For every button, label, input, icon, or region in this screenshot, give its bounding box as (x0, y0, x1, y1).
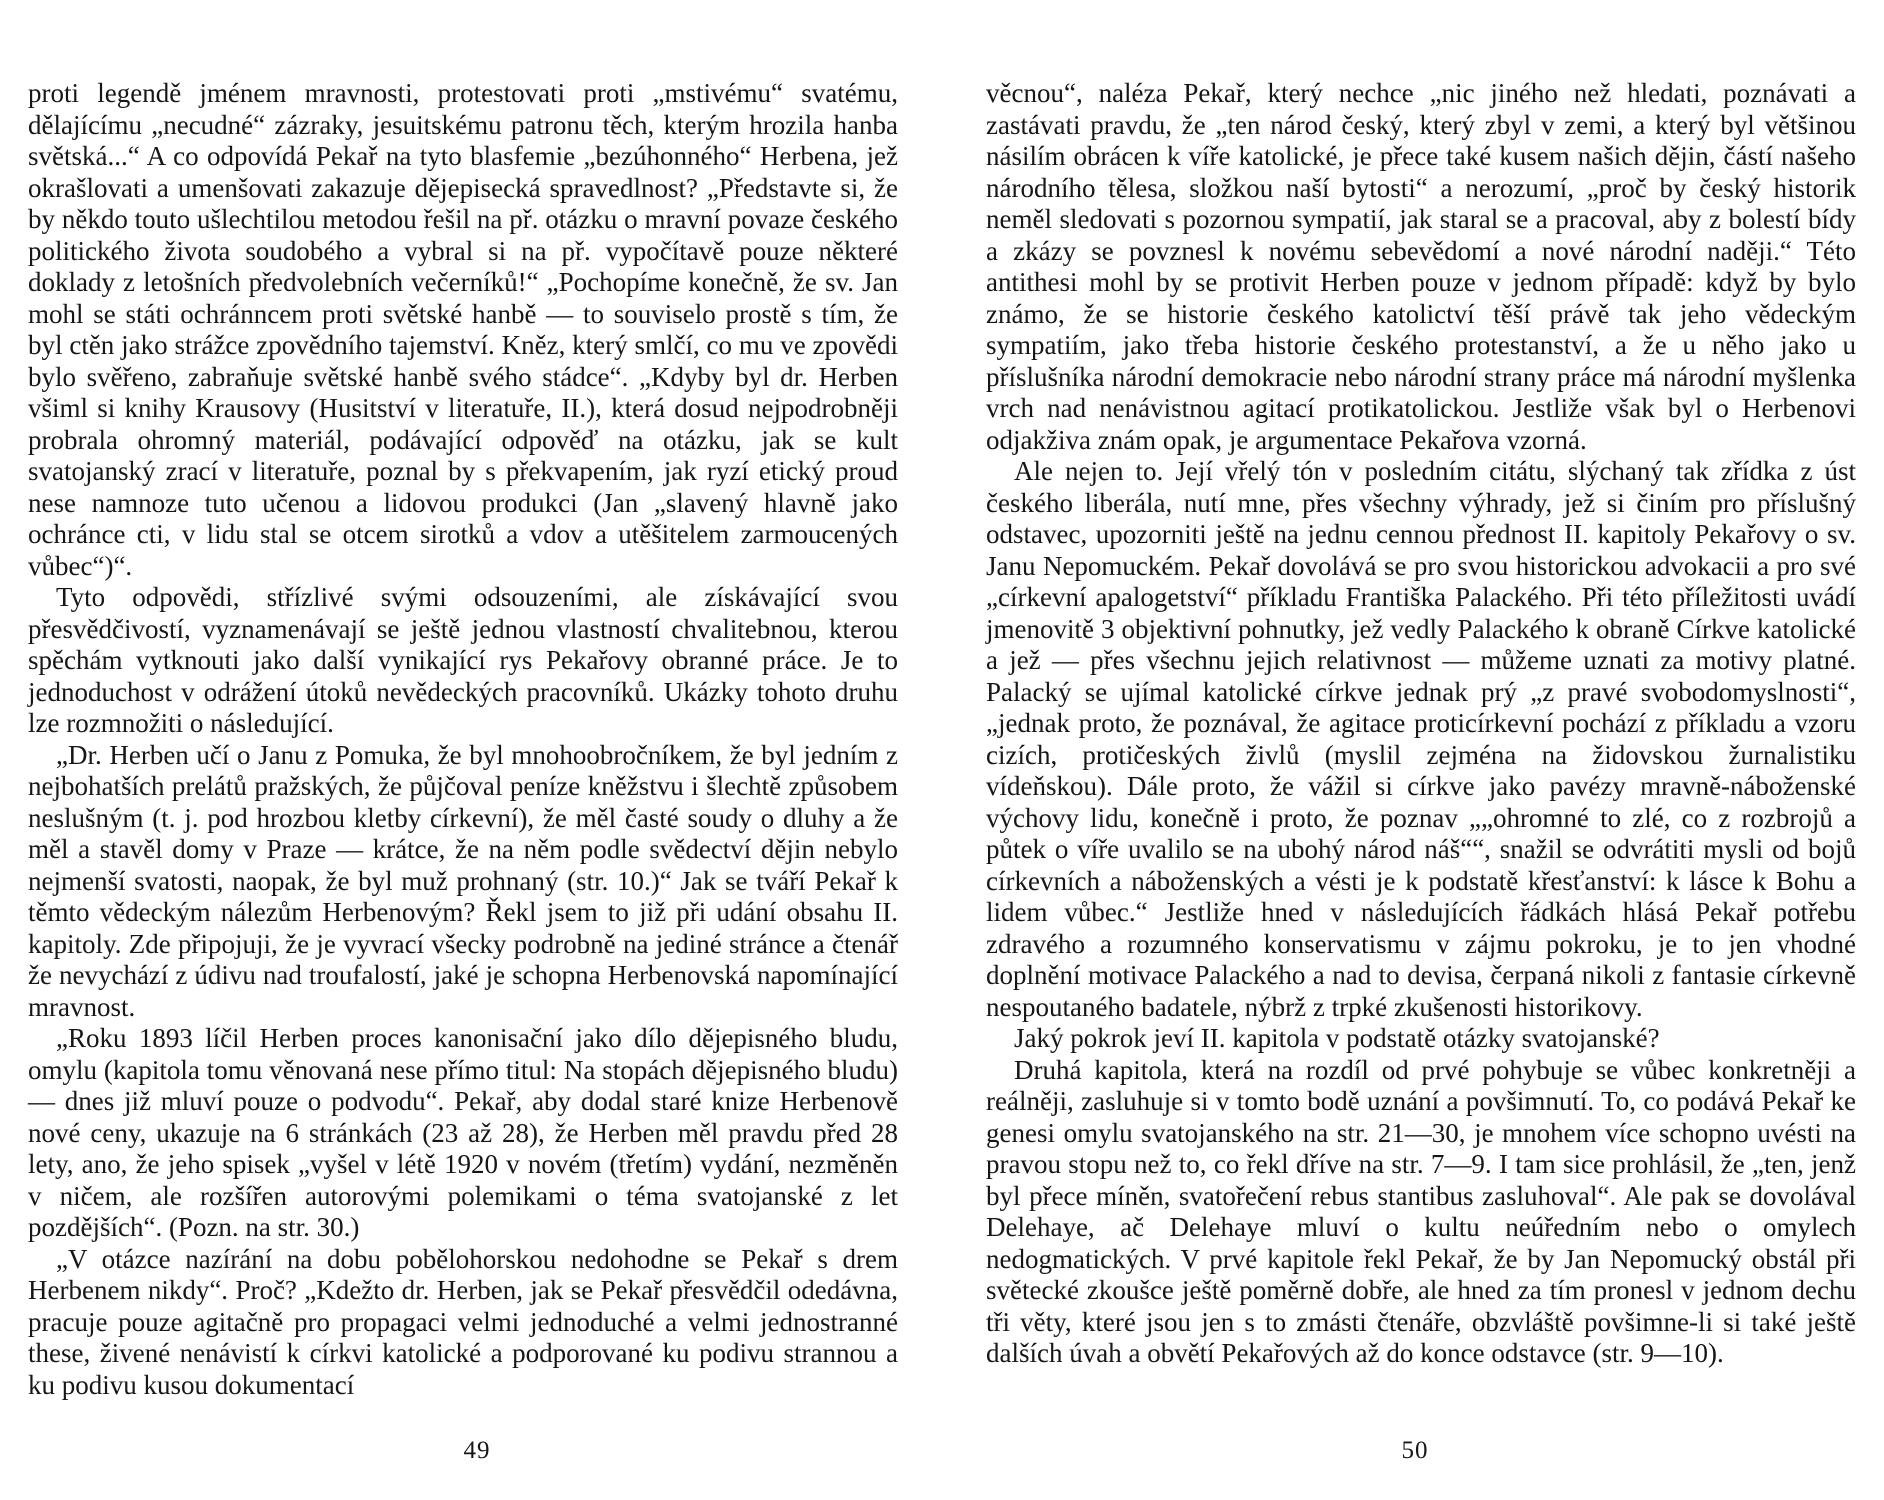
paragraph: věcnou“, naléza Pekař, který nechce „nic jiného než hledati, poznávati a zastávati pravdu, že „ten národ český, který zbyl v zemi, a který byl většinou násilím obrácen k víře katolické, je přece také kusem našich dějin, částí našeho národního tělesa, složkou naší bytosti“ a nerozumí, „proč by český historik neměl sledovati s pozornou sympatií, jak staral se a pracoval, aby z bolestí bídy a zkázy se povznesl k novému sebevědomí a nové národní naději.“ Této antithesi mohl by se protivit Herben pouze v jednom případě: když by bylo známo, že se historie českého katolictví těší právě tak jeho vědeckým sympatiím, jako třeba historie českého protestanství, a že u něho jako u příslušníka národní demokracie nebo národní strany práce má národní myšlenka vrch nad nenávistnou agitací protikatolickou. Jestliže však byl o Herbenovi odjakživa znám opak, je argumentace Pekařova vzorná. (986, 78, 1856, 455)
paragraph: „Dr. Herben učí o Janu z Pomuka, že byl mnohoobročníkem, že byl jedním z nejbohatších prelátů pražských, že půjčoval peníze kněžstvu i šlechtě způsobem neslušným (t. j. pod hrozbou kletby církevní), že měl časté soudy o dluhy a že měl a stavěl domy v Praze — krátce, že na něm podle svědectví dějin nebylo nejmenší svatosti, naopak, že byl muž prohnaný (str. 10.)“ Jak se tváří Pekař k těmto vědeckým nálezům Herbenovým? Řekl jsem to již při udání obsahu II. kapitoly. Zde připojuji, že je vyvrací všecky podrobně na jediné stránce a čtenář že nevychází z údivu nad troufalostí, jaké je schopna Herbenovská napomínající mravnost. (28, 739, 898, 1022)
page-number-left: 49 (463, 1437, 491, 1464)
paragraph: Tyto odpovědi, střízlivé svými odsouzeními, ale získávající svou přesvědčivostí, vyznamenávají se ještě jednou vlastností chvalitebnou, kterou spěchám vytknouti jako další vynikající rys Pekařovy obranné práce. Je to jednoduchost v odrážení útoků nevědeckých pracovníků. Ukázky tohoto druhu lze rozmnožiti o následující. (28, 582, 898, 738)
paragraph: Jaký pokrok jeví II. kapitola v podstatě otázky svatojanské? (1014, 1023, 1660, 1053)
page-number-right: 50 (1401, 1437, 1429, 1464)
right-page-text (986, 78, 1856, 1370)
paragraph: Druhá kapitola, která na rozdíl od prvé pohybuje se vůbec konkretněji a reálněji, zasluhuje si v tomto bodě uznání a povšimnutí. To, co podává Pekař ke genesi omylu svatojanského na str. 21—30, je mnohem více schopno uvésti na pravou stopu než to, co řekl dříve na str. 7—9. I tam sice prohlásil, že „ten, jenž byl přece míněn, svatořečení rebus stantibus zasluhoval“. Ale pak se dovolával Delehaye, ač Delehaye mluví o kultu neúředním nebo o omylech nedogmatických. V prvé kapitole řekl Pekař, že by Jan Nepomucký obstál při světecké zkoušce ještě poměrně dobře, ale hned za tím pronesl v jednom dechu tři věty, které jsou jen s to zmásti čtenáře, obzvláště povšimne-li si také ještě dalších úvah a obvětí Pekařových až do konce odstavce (str. 9—10). (986, 1054, 1856, 1368)
left-page-text (28, 78, 898, 1401)
paragraph: „Roku 1893 líčil Herben proces kanonisační jako dílo dějepisného bludu, omylu (kapitola tomu věnovaná nese přímo titul: Na stopách dějepisného bludu) — dnes již mluví pouze o podvodu“. Pekař, aby dodal staré knize Herbenově nové ceny, ukazuje na 6 stránkách (23 až 28), že Herben měl pravdu před 28 lety, ano, že jeho spisek „vyšel v létě 1920 v novém (třetím) vydání, nezměněn v ničem, ale rozšířen autorovými polemikami o téma svatojanské z let pozdějších“. (Pozn. na str. 30.) (28, 1023, 898, 1242)
paragraph: „V otázce nazírání na dobu pobělohorskou nedohodne se Pekař s drem Herbenem nikdy“. Proč? „Kdežto dr. Herben, jak se Pekař přesvědčil odedávna, pracuje pouze agitačně pro propagaci velmi jednoduché a velmi jednostranné these, živené nenávistí k církvi katolické a podporované ku podivu strannou a ku podivu kusou dokumentací (28, 1243, 898, 1400)
right-page (942, 0, 1884, 1500)
paragraph: proti legendě jménem mravnosti, protestovati proti „mstivému“ svatému, dělajícímu „necudné“ zázraky, jesuitskému patronu těch, kterým hrozila hanba světská...“ A co odpovídá Pekař na tyto blasfemie „bezúhonného“ Herbena, jež okrašlovati a umenšovati zakazuje dějepisecká spravedlnost? „Představte si, že by někdo touto ušlechtilou metodou řešil na př. otázku o mravní povaze českého politického života soudobého a vybral si na př. vypočítavě pouze některé doklady z letošních předvolebních večerníků!“ „Pochopíme konečně, že sv. Jan mohl se státi ochránncem proti světské hanbě — to souviselo prostě s tím, že byl ctěn jako strážce zpovědního tajemství. Kněz, který smlčí, co mu ve zpovědi bylo svěřeno, zabraňuje světské hanbě svého stádce“. „Kdyby byl dr. Herben všiml si knihy Krausovy (Husitství v literatuře, II.), která dosud nejpodrobněji probrala ohromný materiál, podávající odpověď na otázku, jak se kult svatojanský zrací v literatuře, poznal by s překvapením, jak ryzí etický proud nese namnoze tuto učenou a lidovou produkci (Jan „slavený hlavně jako ochránce cti, v lidu stal se otcem sirotků a vdov a utěšitelem zarmoucených vůbec“)“. (28, 78, 898, 581)
paragraph: Ale nejen to. Její vřelý tón v posledním citátu, slýchaný tak zřídka z úst českého liberála, nutí mne, přes všechny výhrady, jež si činím pro příslušný odstavec, upozorniti ještě na jednu cennou přednost II. kapitoly Pekařovy o sv. Janu Nepomuckém. Pekař dovolává se pro svou historickou advokacii a pro své „církevní apalogetství“ příkladu Františka Palackého. Při této příležitosti uvádí jmenovitě 3 objektivní pohnutky, jež vedly Palackého k obraně Církve katolické a jež — přes všechnu jejich relativnost — můžeme uznati za motivy platné. Palacký se ujímal katolické církve jednak prý „z pravé svobodomyslnosti“, „jednak proto, že poznával, že agitace proticírkevní pochází z příkladu a vzoru cizích, protičeských živlů (myslil zejména na židovskou žurnalistiku vídeňskou). Dále proto, že vážil si církve jako pavézy mravně-náboženské výchovy lidu, konečně i proto, že poznav „„ohromné to zlé, co z rozbrojů a půtek o víře uvalilo se na ubohý národ náš““, snažil se odvrátiti mysli od bojů církevních a náboženských a vésti je k podstatě křesťanství: k lásce k Bohu a lidem vůbec.“ Jestliže hned v následujících řádkách hlásá Pekař potřebu zdravého a rozumného konservatismu v zájmu pokroku, je to jen vhodné doplnění motivace Palackého a nad to devisa, čerpaná nikoli z fantasie církevně nespoutaného badatele, nýbrž z trpké zkušenosti historikovy. (986, 456, 1856, 1022)
